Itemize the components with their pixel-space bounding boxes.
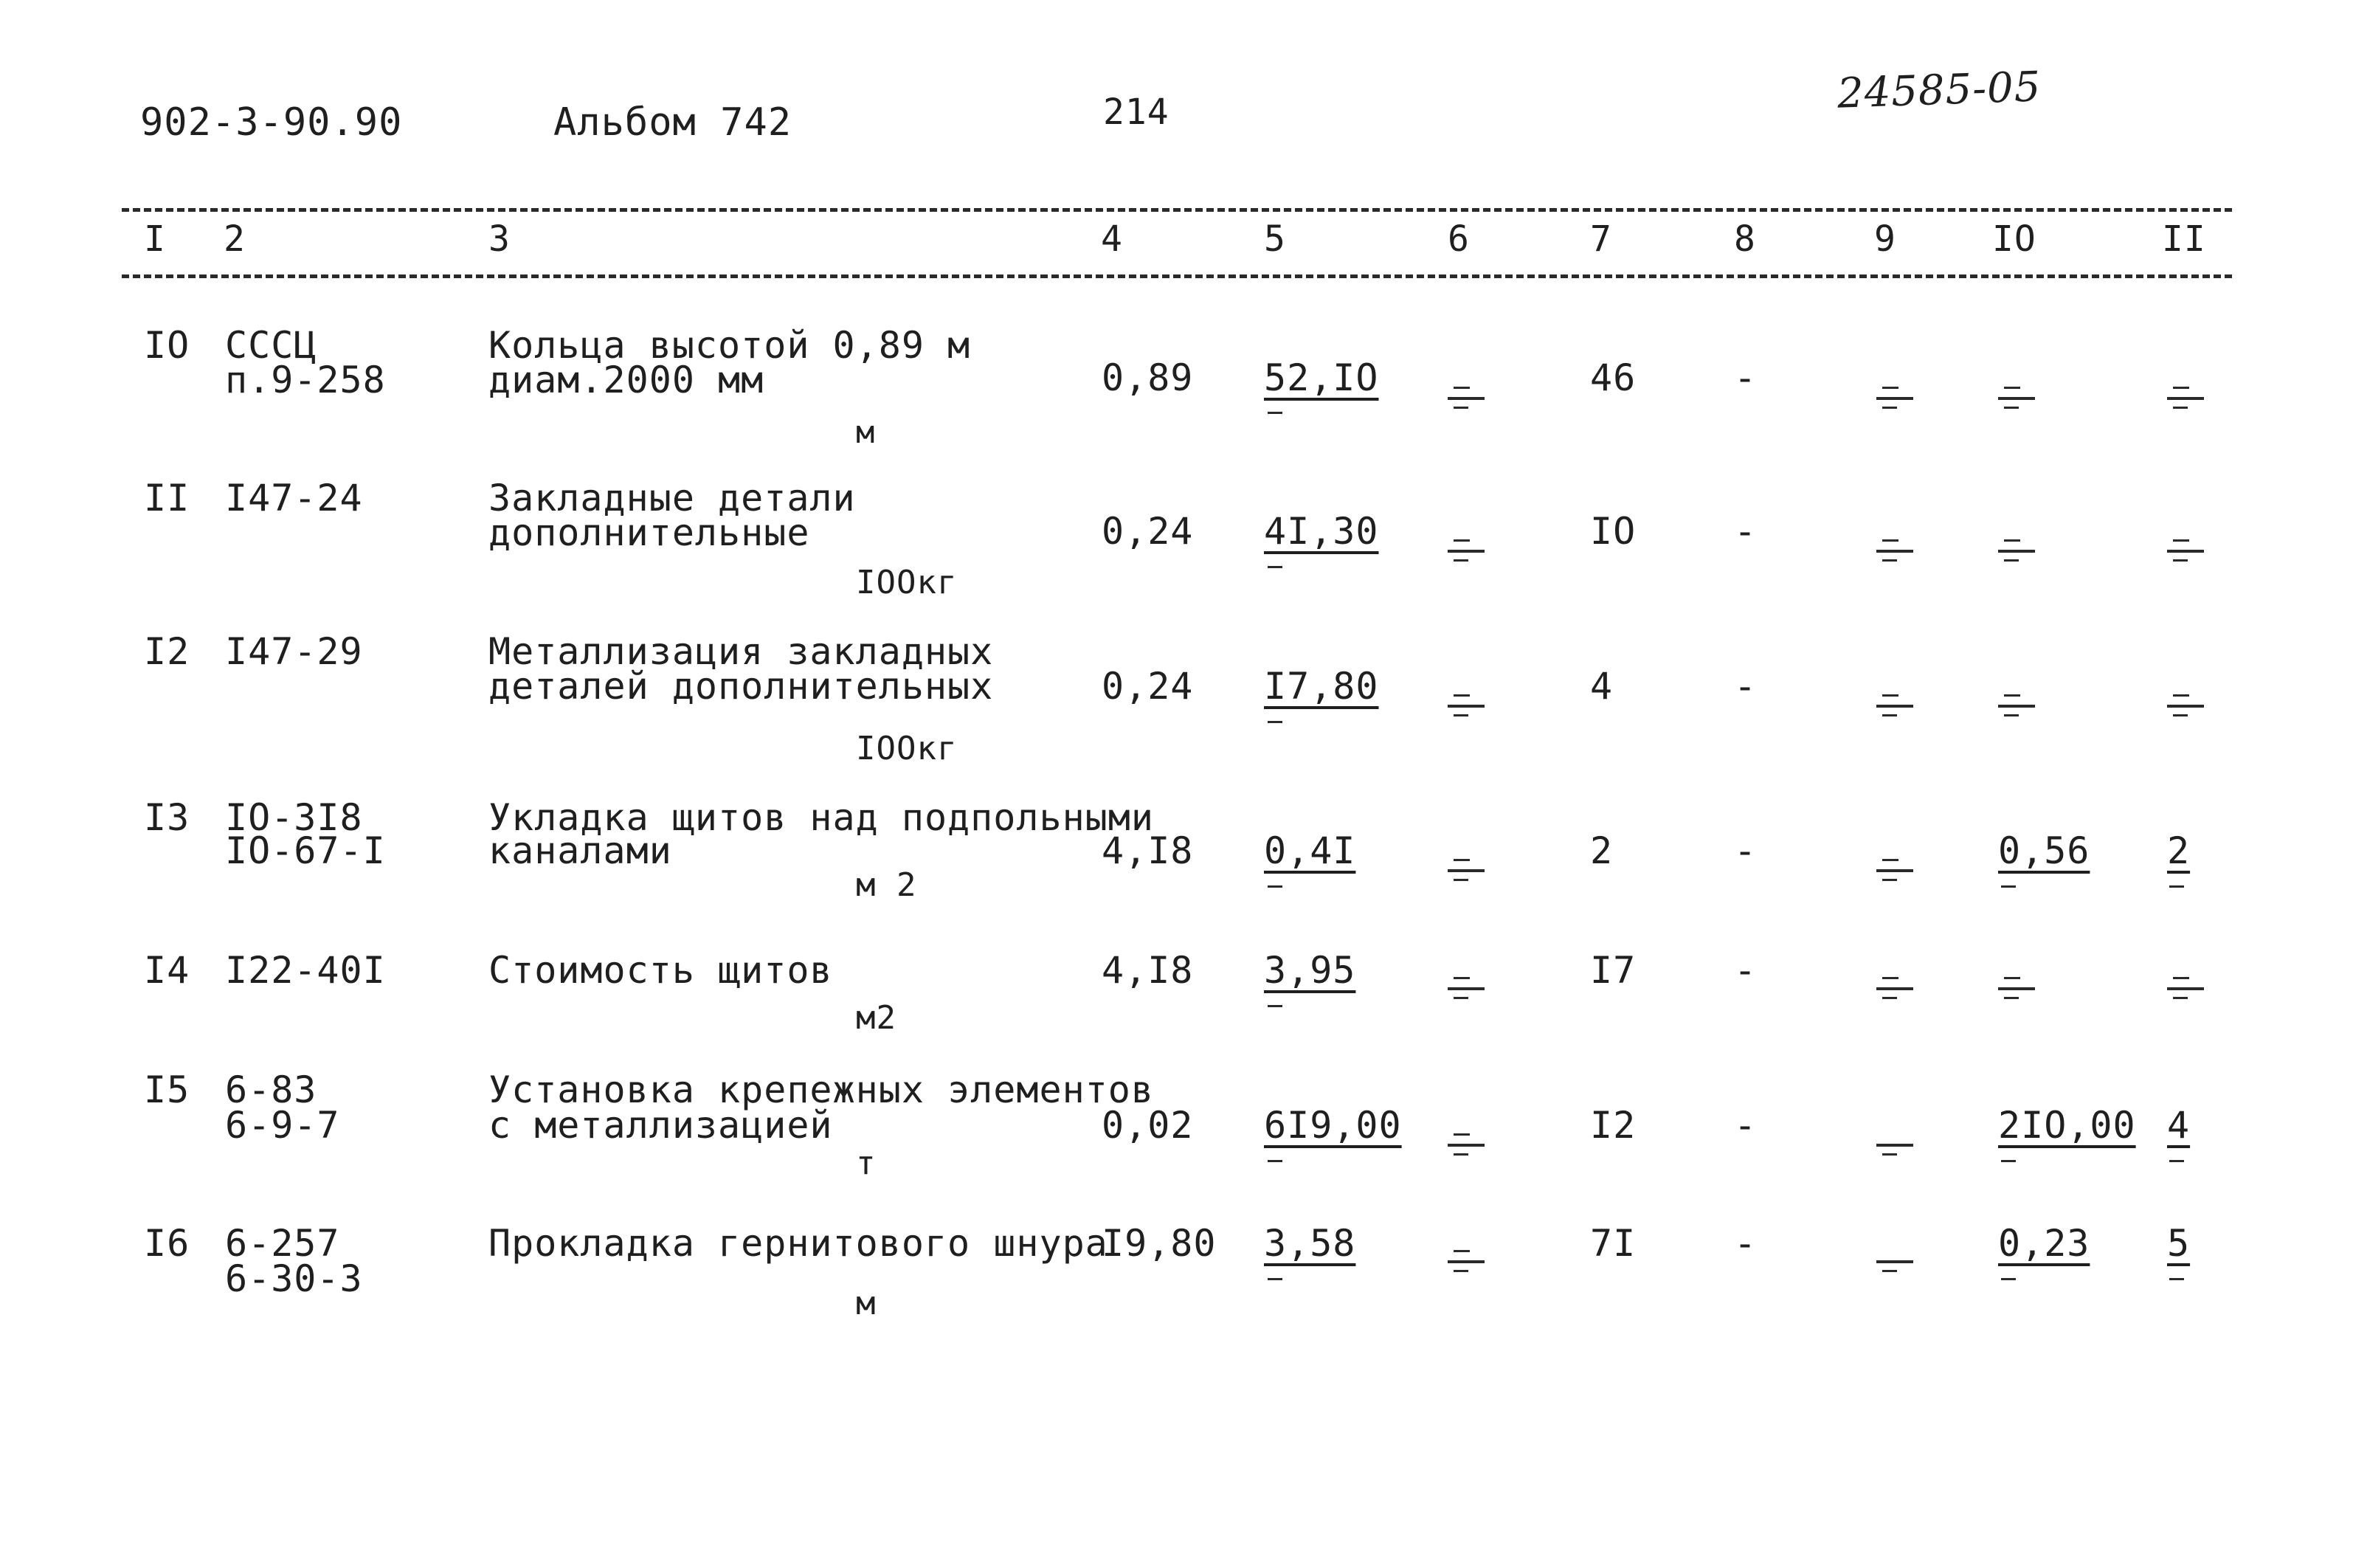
row-unit: м2	[856, 999, 896, 1037]
row-number: IO	[144, 324, 190, 367]
row-name: Кольца высотой 0,89 м	[488, 324, 971, 367]
dash-mark-10	[1998, 535, 2032, 564]
fraction-mark	[1268, 1005, 1282, 1007]
row-code: I47-24	[225, 477, 363, 519]
row-name: с металлизацией	[488, 1104, 833, 1147]
row-name: дополнительные	[488, 511, 810, 554]
row-name: каналами	[488, 829, 672, 872]
row-col-8: -	[1734, 829, 1758, 872]
dash-mark-9	[1876, 854, 1910, 884]
row-col-10: 0,23	[1998, 1222, 2090, 1265]
row-number: I2	[144, 630, 190, 673]
row-col-10: 2IO,00	[1998, 1104, 2136, 1147]
fraction-mark	[2169, 1160, 2184, 1162]
dash-mark-9	[1876, 1246, 1910, 1275]
row-name: Укладка щитов над подпольными	[488, 796, 1154, 839]
column-header-6: 6	[1448, 218, 1470, 260]
row-col-8: -	[1734, 949, 1758, 992]
dash-mark-9	[1876, 1129, 1910, 1158]
row-quantity: 0,89	[1102, 356, 1194, 399]
row-unit-price: 6I9,00	[1264, 1104, 1402, 1147]
row-unit-price: 4I,30	[1264, 510, 1379, 553]
row-name: Металлизация закладных	[488, 630, 994, 673]
fraction-mark	[1268, 1160, 1282, 1162]
row-number: I4	[144, 949, 190, 992]
row-unit-price: 52,IO	[1264, 356, 1379, 399]
row-col-7: 46	[1590, 356, 1637, 399]
dash-mark-6	[1448, 1246, 1482, 1275]
fraction-mark	[1268, 412, 1282, 414]
row-unit: IOOкг	[856, 564, 958, 601]
fraction-mark	[2001, 885, 2016, 888]
column-header-9: 9	[1874, 218, 1896, 260]
row-code: 6-83	[225, 1068, 317, 1111]
header-top-rule	[122, 208, 2232, 212]
dash-mark-6	[1448, 382, 1482, 412]
dash-mark-10	[1998, 382, 2032, 412]
dash-mark-9	[1876, 382, 1910, 412]
row-name: диам.2000 мм	[488, 359, 764, 401]
dash-mark-10	[1998, 690, 2032, 719]
row-code: IO-67-I	[225, 829, 386, 872]
column-header-7: 7	[1590, 218, 1612, 260]
row-number: I6	[144, 1222, 190, 1265]
dash-mark-6	[1448, 1129, 1482, 1158]
dash-mark-11	[2167, 535, 2201, 564]
row-quantity: 4,I8	[1102, 949, 1194, 992]
dash-mark-6	[1448, 535, 1482, 564]
column-header-2: 2	[224, 218, 246, 260]
row-quantity: 0,24	[1102, 665, 1194, 708]
dash-mark-6	[1448, 854, 1482, 884]
dash-mark-11	[2167, 382, 2201, 412]
row-unit: т	[856, 1144, 877, 1182]
column-header-5: 5	[1264, 218, 1286, 260]
row-col-7: I2	[1590, 1104, 1637, 1147]
row-code: СССЦ	[225, 324, 317, 367]
column-header-8: 8	[1734, 218, 1756, 260]
row-unit: м	[856, 414, 876, 450]
row-col-10: 0,56	[1998, 829, 2090, 872]
row-number: I3	[144, 796, 190, 839]
dash-mark-10	[1998, 973, 2032, 1002]
row-col-7: 2	[1590, 829, 1614, 872]
row-col-8: -	[1734, 510, 1758, 553]
row-unit: IOOкг	[856, 730, 958, 767]
album-label: Альбом 742	[553, 100, 792, 145]
fraction-mark	[1268, 885, 1282, 888]
row-col-7: I7	[1590, 949, 1637, 992]
dash-mark-11	[2167, 690, 2201, 719]
fraction-mark	[1268, 721, 1282, 723]
header-bottom-rule	[122, 274, 2232, 278]
row-name: Установка крепежных элементов	[488, 1068, 1154, 1111]
row-quantity: 0,02	[1102, 1104, 1194, 1147]
row-name: Закладные детали	[488, 477, 856, 519]
column-header-4: 4	[1101, 218, 1123, 260]
row-unit: м	[856, 1285, 877, 1322]
row-quantity: 0,24	[1102, 510, 1194, 553]
fraction-mark	[2169, 1278, 2184, 1280]
row-col-7: IO	[1590, 510, 1637, 553]
column-header-3: 3	[488, 218, 511, 260]
column-header-11: II	[2162, 218, 2206, 260]
fraction-mark	[2169, 885, 2184, 888]
row-unit-price: 3,95	[1264, 949, 1356, 992]
row-col-8: -	[1734, 1104, 1758, 1147]
row-name: деталей дополнительных	[488, 665, 994, 708]
row-quantity: 4,I8	[1102, 829, 1194, 872]
row-col-7: 4	[1590, 665, 1614, 708]
row-code: 6-257	[225, 1222, 340, 1265]
row-name: Стоимость щитов	[488, 949, 833, 992]
row-number: II	[144, 477, 190, 519]
fraction-mark	[1268, 1278, 1282, 1280]
row-code: I22-40I	[225, 949, 386, 992]
column-header-1: I	[144, 218, 166, 260]
row-code: 6-9-7	[225, 1104, 340, 1147]
page-number: 214	[1103, 91, 1169, 133]
dash-mark-6	[1448, 690, 1482, 719]
fraction-mark	[2001, 1160, 2016, 1162]
row-unit-price: 3,58	[1264, 1222, 1356, 1265]
dash-mark-9	[1876, 973, 1910, 1002]
row-code: IO-3I8	[225, 796, 363, 839]
dash-mark-11	[2167, 973, 2201, 1002]
row-unit-price: I7,80	[1264, 665, 1379, 708]
row-col-11: 4	[2167, 1104, 2191, 1147]
dash-mark-9	[1876, 535, 1910, 564]
row-code: 6-30-3	[225, 1257, 363, 1300]
row-col-11: 5	[2167, 1222, 2191, 1265]
row-col-7: 7I	[1590, 1222, 1637, 1265]
row-unit: м 2	[856, 866, 917, 904]
column-header-10: IO	[1992, 218, 2036, 260]
fraction-mark	[1268, 566, 1282, 568]
row-col-8: -	[1734, 356, 1758, 399]
row-col-8: -	[1734, 665, 1758, 708]
row-col-11: 2	[2167, 829, 2191, 872]
archive-stamp: 24585-05	[1836, 63, 2042, 118]
row-col-8: -	[1734, 1222, 1758, 1265]
document-code: 902-3-90.90	[140, 100, 403, 145]
row-quantity: I9,80	[1102, 1222, 1217, 1265]
row-code: п.9-258	[225, 359, 386, 401]
row-code: I47-29	[225, 630, 363, 673]
row-name: Прокладка гернитового шнура	[488, 1222, 1108, 1265]
fraction-mark	[2001, 1278, 2016, 1280]
row-unit-price: 0,4I	[1264, 829, 1356, 872]
row-number: I5	[144, 1068, 190, 1111]
dash-mark-9	[1876, 690, 1910, 719]
dash-mark-6	[1448, 973, 1482, 1002]
